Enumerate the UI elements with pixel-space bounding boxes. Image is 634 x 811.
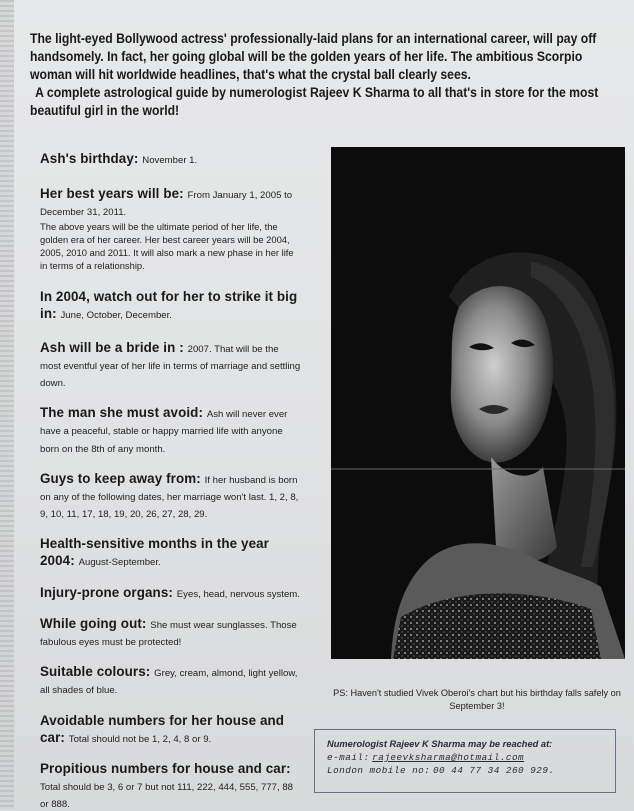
section-text: From January 1, 2005 to December 31, 2011. xyxy=(40,190,293,219)
page-edge xyxy=(0,0,14,809)
phone-number: 00 44 77 34 260 929. xyxy=(432,765,555,776)
section-health-months xyxy=(40,535,302,569)
section-text: 2007. That will be the most eventful year of her life in terms of marriage and settling down. xyxy=(40,343,301,390)
section-guys-to-avoid xyxy=(40,470,302,522)
section-heading: In 2004, watch out for her to strike it big in: xyxy=(40,289,298,322)
portrait-photo xyxy=(331,147,625,659)
section-heading: The man she must avoid: xyxy=(40,405,204,421)
section-heading: Health-sensitive months in the year 2004: xyxy=(40,536,269,569)
contact-intro: Numerologist Rajeev K Sharma may be reached at: xyxy=(327,739,553,749)
section-text: Ash will never ever have a peaceful, stable or happy married life with anyone born on the 8th of any month. xyxy=(40,409,288,455)
section-text: June, October, December. xyxy=(60,310,172,322)
intro-paragraph: The light-eyed Bollywood actress' professionally-laid plans for an international career, will pay off handsomely. In fact, her going global will be the golden years of her life. The ambitious Scorpio woman will hit worldwide headlines, that's what the crystal ball clearly sees. xyxy=(30,31,597,83)
email-label: e-mail: xyxy=(327,752,370,763)
section-birthday xyxy=(40,150,302,167)
section-text: Eyes, head, nervous system. xyxy=(176,588,300,600)
section-text: If her husband is born on any of the following dates, her marriage won't last. 1, 2, 8, 9, 10, 11, 17, 18, 19, 20, 26, 27, 28, 29. xyxy=(40,474,299,521)
section-avoidable-numbers xyxy=(40,712,302,746)
section-heading: Ash's birthday: xyxy=(40,151,139,166)
postscript-note: PS: Haven't studied Vivek Oberoi's chart but his birthday falls safely on September 3! xyxy=(333,688,621,711)
section-man-to-avoid xyxy=(40,404,302,456)
section-heading: Injury-prone organs: xyxy=(40,584,173,600)
section-heading: Suitable colours: xyxy=(40,664,151,680)
section-propitious-numbers xyxy=(40,760,302,811)
phone-label: London mobile no: xyxy=(327,765,431,776)
horoscope-column xyxy=(40,150,302,811)
section-heading: Propitious numbers for house and car: xyxy=(40,760,291,776)
section-heading: Ash will be a bride in : xyxy=(40,339,184,355)
section-strike-big xyxy=(40,288,302,322)
portrait-image xyxy=(331,147,625,659)
section-text: August-September. xyxy=(78,557,161,569)
section-text: She must wear sunglasses. Those fabulous eyes must be protected! xyxy=(40,619,297,649)
intro-text xyxy=(30,30,622,120)
section-going-out xyxy=(40,615,302,649)
contact-email-line xyxy=(327,751,605,764)
contact-box xyxy=(314,729,616,793)
section-heading: While going out: xyxy=(40,615,147,631)
section-heading: Guys to keep away from: xyxy=(40,470,201,486)
section-text: Total should be 3, 6 or 7 but not 111, 222, 444, 555, 777, 88 or 888. xyxy=(40,781,294,811)
email-address: rajeevksharma@hotmail.com xyxy=(372,752,525,763)
section-injury-organs xyxy=(40,584,302,601)
contact-phone-line xyxy=(327,764,605,777)
section-body: The above years will be the ultimate period of her life, the golden era of her career. Her best career years will be 2004, 2005, 2010 and 2011. It will also mark a new phase in her life in terms of a relationship. xyxy=(40,220,294,272)
section-text: Total should not be 1, 2, 4, 8 or 9. xyxy=(68,733,212,745)
section-text: November 1. xyxy=(142,155,198,166)
intro-guide-paragraph: A complete astrological guide by numerologist Rajeev K Sharma to all that's in store for the most beautiful girl in the world! xyxy=(30,85,599,119)
section-heading: Her best years will be: xyxy=(40,186,184,202)
section-colours xyxy=(40,663,302,697)
section-text: Grey, cream, almond, light yellow, all shades of blue. xyxy=(40,668,298,697)
section-heading: Avoidable numbers for her house and car: xyxy=(40,712,285,745)
section-best-years xyxy=(40,185,302,272)
section-bride xyxy=(40,339,302,391)
